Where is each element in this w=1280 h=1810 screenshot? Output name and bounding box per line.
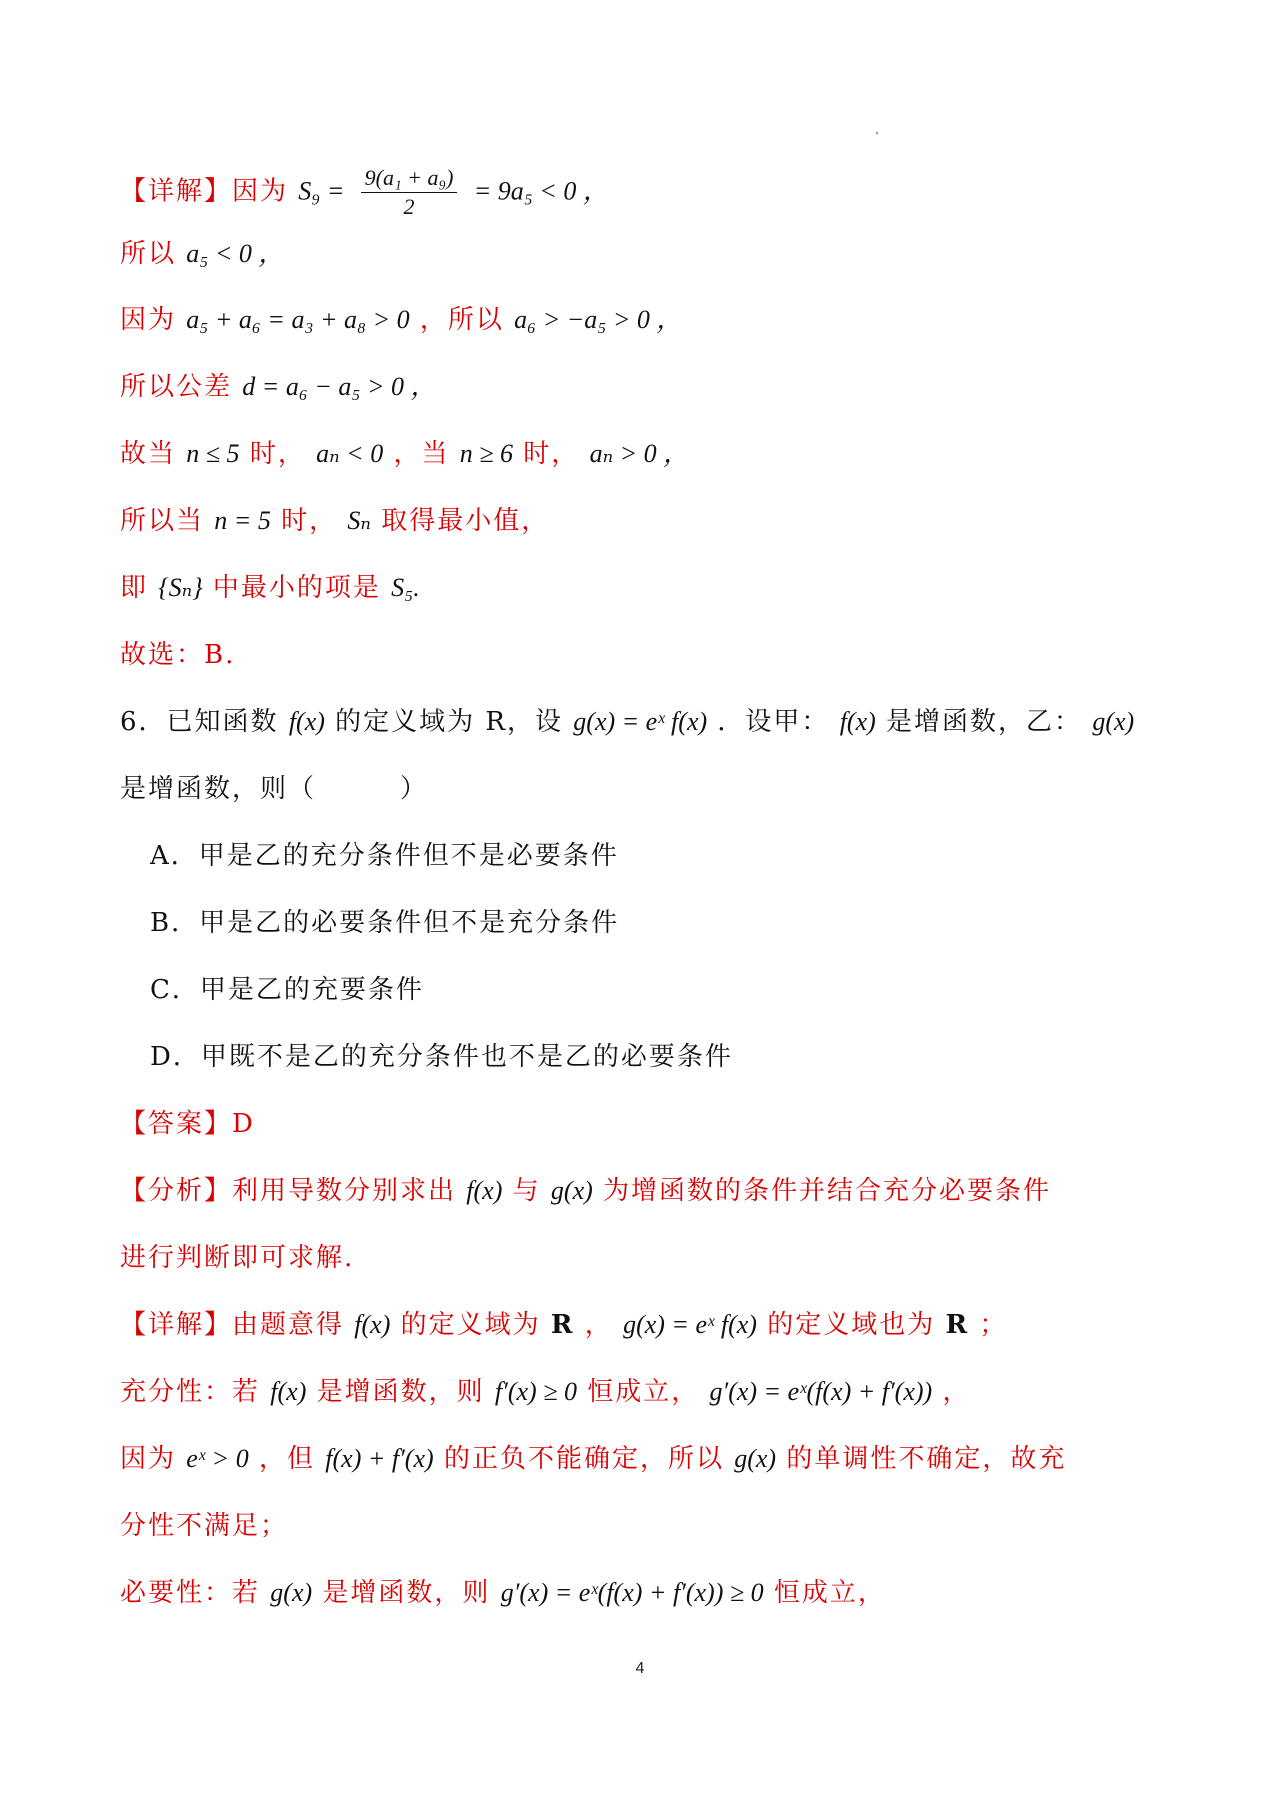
option-d: D．甲既不是乙的充分条件也不是乙的必要条件 [150,1042,733,1072]
option-a: A．甲是乙的充分条件但不是必要条件 [150,841,619,871]
option-b: B．甲是乙的必要条件但不是充分条件 [150,908,620,938]
solution-choice: 故选：B. [120,640,236,670]
detail-line-2: 充分性：若 f(x) 是增函数，则 f′(x) ≥ 0 恒成立， g′(x) = eˣ(f(x) + f′(x)) ， [120,1377,971,1407]
solution-line-3: 因为 a₅ + a₆ = a₃ + a₈ > 0 ，所以 a₆ > −a₅ > 0 ， [120,305,683,335]
option-c: C．甲是乙的充要条件 [150,975,424,1005]
question-stem-line-2: 是增函数，则（ ） [120,774,429,804]
detail-line-5: 必要性：若 g(x) 是增函数，则 g′(x) = eˣ(f(x) + f′(x)) ≥ 0 恒成立， [120,1578,886,1608]
detail-line-1: 【详解】由题意得 f(x) 的定义域为 R ， g(x) = eˣ f(x) 的定义域也为 R ； [120,1310,1008,1340]
solution-line-5: 故当 n ≤ 5 时， aₙ < 0 ，当 n ≥ 6 时， aₙ > 0 ， [120,439,690,469]
solution-line-2: 所以 a₅ < 0 ， [120,239,285,269]
analysis-line-2: 进行判断即可求解. [120,1243,355,1273]
analysis-line-1: 【分析】利用导数分别求出 f(x) 与 g(x) 为增函数的条件并结合充分必要条件 [120,1176,1052,1206]
detail-line-4: 分性不满足； [120,1511,289,1541]
scan-speck [876,132,878,134]
fraction: $\frac{\text{9(a₁ + a₉)}}{2}$ [361,164,458,221]
detail-line-3: 因为 eˣ > 0 ，但 f(x) + f′(x) 的正负不能确定，所以 g(x) 的单调性不确定，故充 [120,1444,1067,1474]
solution-line-4: 所以公差 d = a₆ − a₅ > 0 ， [120,372,437,402]
question-stem-line-1: 6．已知函数 f(x) 的定义域为 R，设 g(x) = eˣ f(x) ．设甲： f(x) 是增函数，乙： g(x) [120,707,1135,737]
answer-line: 【答案】D [120,1109,255,1139]
solution-line-1: 【详解】因为 S₉ = $\frac{\text{9(a₁ + a₉)}}{2}$ = 9a₅ < 0 ， [120,165,609,219]
solution-line-6: 所以当 n = 5 时， Sₙ 取得最小值， [120,506,550,536]
page-number: 4 [635,1660,645,1677]
solution-line-7: 即 {Sₙ} 中最小的项是 S₅. [120,573,420,603]
